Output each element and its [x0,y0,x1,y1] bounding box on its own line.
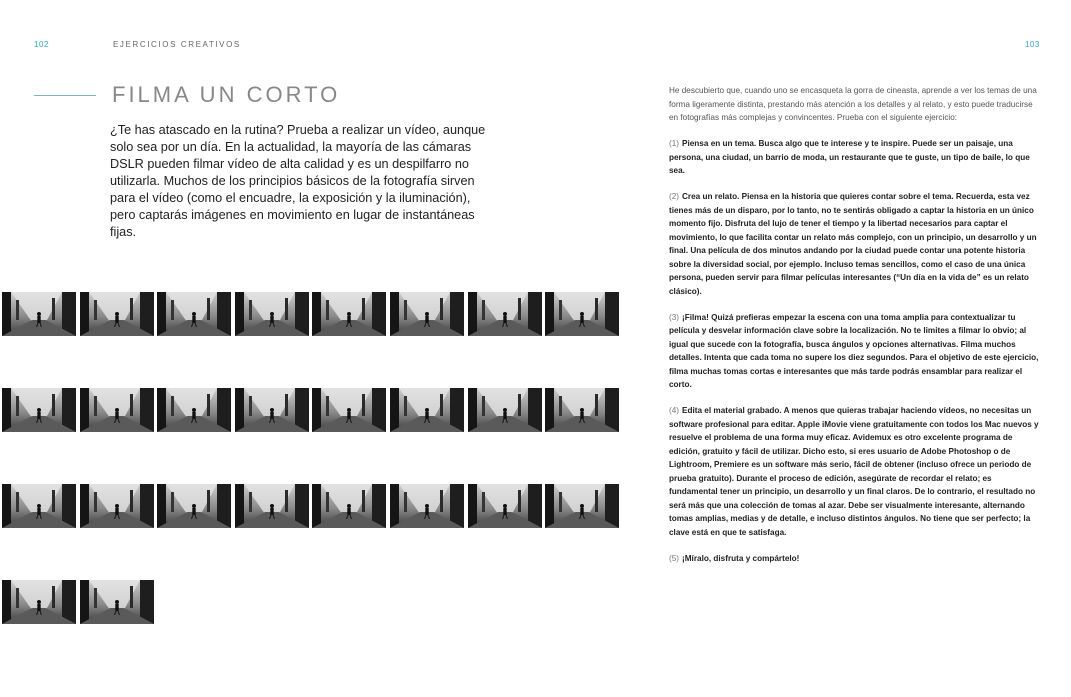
step-number: (3) [669,312,680,322]
lead-paragraph: He descubierto que, cuando uno se encasqueta la gorra de cineasta, aprende a ver los temas de una forma ligeramente distinta, prestando más atención a los detalles y al relato, y esto puede traducirse en fotografías más complejas y convincentes. Prueba con el siguiente ejercicio: [669,86,1037,122]
step-number: (4) [669,406,680,415]
right-page-number: 103 [1025,40,1040,49]
film-frame-image [390,292,464,336]
film-frame-image [80,388,154,432]
film-frame-image [545,388,619,432]
step-text: Crea un relato. Piensa en la historia que quieres contar sobre el tema. Recuerda, esta vez tienes más de un disparo, por lo tanto, no te sentirás obligado a captar la historia en un único momento fijo. Disfruta del lujo de tener el tiempo y la libertad necesarios para captar el movimiento, lo que facilita contar un relato más complejo, con un principio, un desarrollo y un final. Una película de dos minutos andando por la ciudad puede contar una potente historia sobre la diversidad social, por ejemplo. Incluso temas sencillos, como el caso de una única persona, pueden servir para filmar películas interesantes (“Un día en la vida de” es un relato clásico). [669,192,1037,296]
step-3 [669,311,1039,392]
step-text: ¡Filma! Quizá prefieras empezar la escena con una toma amplia para contextualizar tu película y desvelar información clave sobre la localización. No te limites a filmar lo obvio; al igual que sucede con la fotografía, busca ángulos y opciones alternativas. Filma muchos detalles. Intenta que cada toma no supere los diez segundos. Para el objetivo de este ejercicio, filma muchas tomas cortas e interesantes que más tarde podrás ensamblar para realizar el corto. [669,312,1039,389]
film-frame-image [157,388,231,432]
intro-paragraph: ¿Te has atascado en la rutina? Prueba a realizar un vídeo, aunque solo sea por un día. En la actualidad, la mayoría de las cámaras DSLR pueden filmar vídeo de alta calidad y es un despilfarro no utilizarla. Muchos de los principios básicos de la fotografía sirven para el vídeo (como el encuadre, la exposición y la iluminación), pero captarás imágenes en movimiento en lugar de instantáneas fijas. [110,123,486,239]
film-frame-image [157,484,231,528]
section-name: EJERCICIOS CREATIVOS [113,40,241,49]
step-4 [669,404,1039,539]
left-page-number: 102 [34,40,49,49]
step-text: Piensa en un tema. Busca algo que te interese y te inspire. Puede ser un paisaje, una persona, una ciudad, un barrio de moda, un restaurante que te guste, un tipo de baile, lo que sea. [669,139,1030,175]
film-frame-image [312,388,386,432]
film-frame-image [312,292,386,336]
film-frame-image [312,484,386,528]
page-title: FILMA UN CORTO [112,82,341,107]
film-frame-image [80,292,154,336]
film-frame-image [468,484,542,528]
film-frame-image [157,292,231,336]
film-frame-image [2,580,76,624]
film-frame-image [545,484,619,528]
step-number: (5) [669,553,680,563]
step-5 [669,552,1039,566]
step-text: ¡Míralo, disfruta y compártelo! [682,553,800,563]
film-frame-image [235,484,309,528]
film-frame-image [80,484,154,528]
film-frame-image [390,388,464,432]
film-frame-image [235,292,309,336]
film-frame-image [390,484,464,528]
title-rule [34,95,96,96]
film-frame-image [545,292,619,336]
film-frame-image [468,388,542,432]
film-frame-image [468,292,542,336]
film-frame-image [80,580,154,624]
step-number: (2) [669,192,680,201]
step-2 [669,190,1039,298]
film-frame-image [2,484,76,528]
film-frame-image [2,388,76,432]
film-frame-image [235,388,309,432]
step-text: Edita el material grabado. A menos que quieras trabajar haciendo vídeos, no necesitas un software profesional para editar. Apple iMovie viene gratuitamente con todos los Mac nuevos y resuelve el problema de una forma muy eficaz. Avidemux es otro excelente programa de edición, gratuito y fácil de utilizar. Dicho esto, si eres usuario de Adobe Photoshop o de Lightroom, Premiere es un software más serio, fácil de obtener (incluso ofrece un periodo de prueba gratuito). Durante el proceso de edición, asegúrate de recordar el relato; es fundamental tener un principio, un desarrollo y un final claros. De lo contrario, el resultado no será más que una colección de tomas al azar. Debe ser visualmente interesante, alternando tomas amplias, medias y de detalle, e incluso distintos ángulos. No tiene que ser perfecto; la clave está en que te satisfaga. [669,406,1039,537]
exercise-column [669,84,1039,578]
step-number: (1) [669,139,680,148]
step-1 [669,137,1039,178]
film-frame-image [2,292,76,336]
